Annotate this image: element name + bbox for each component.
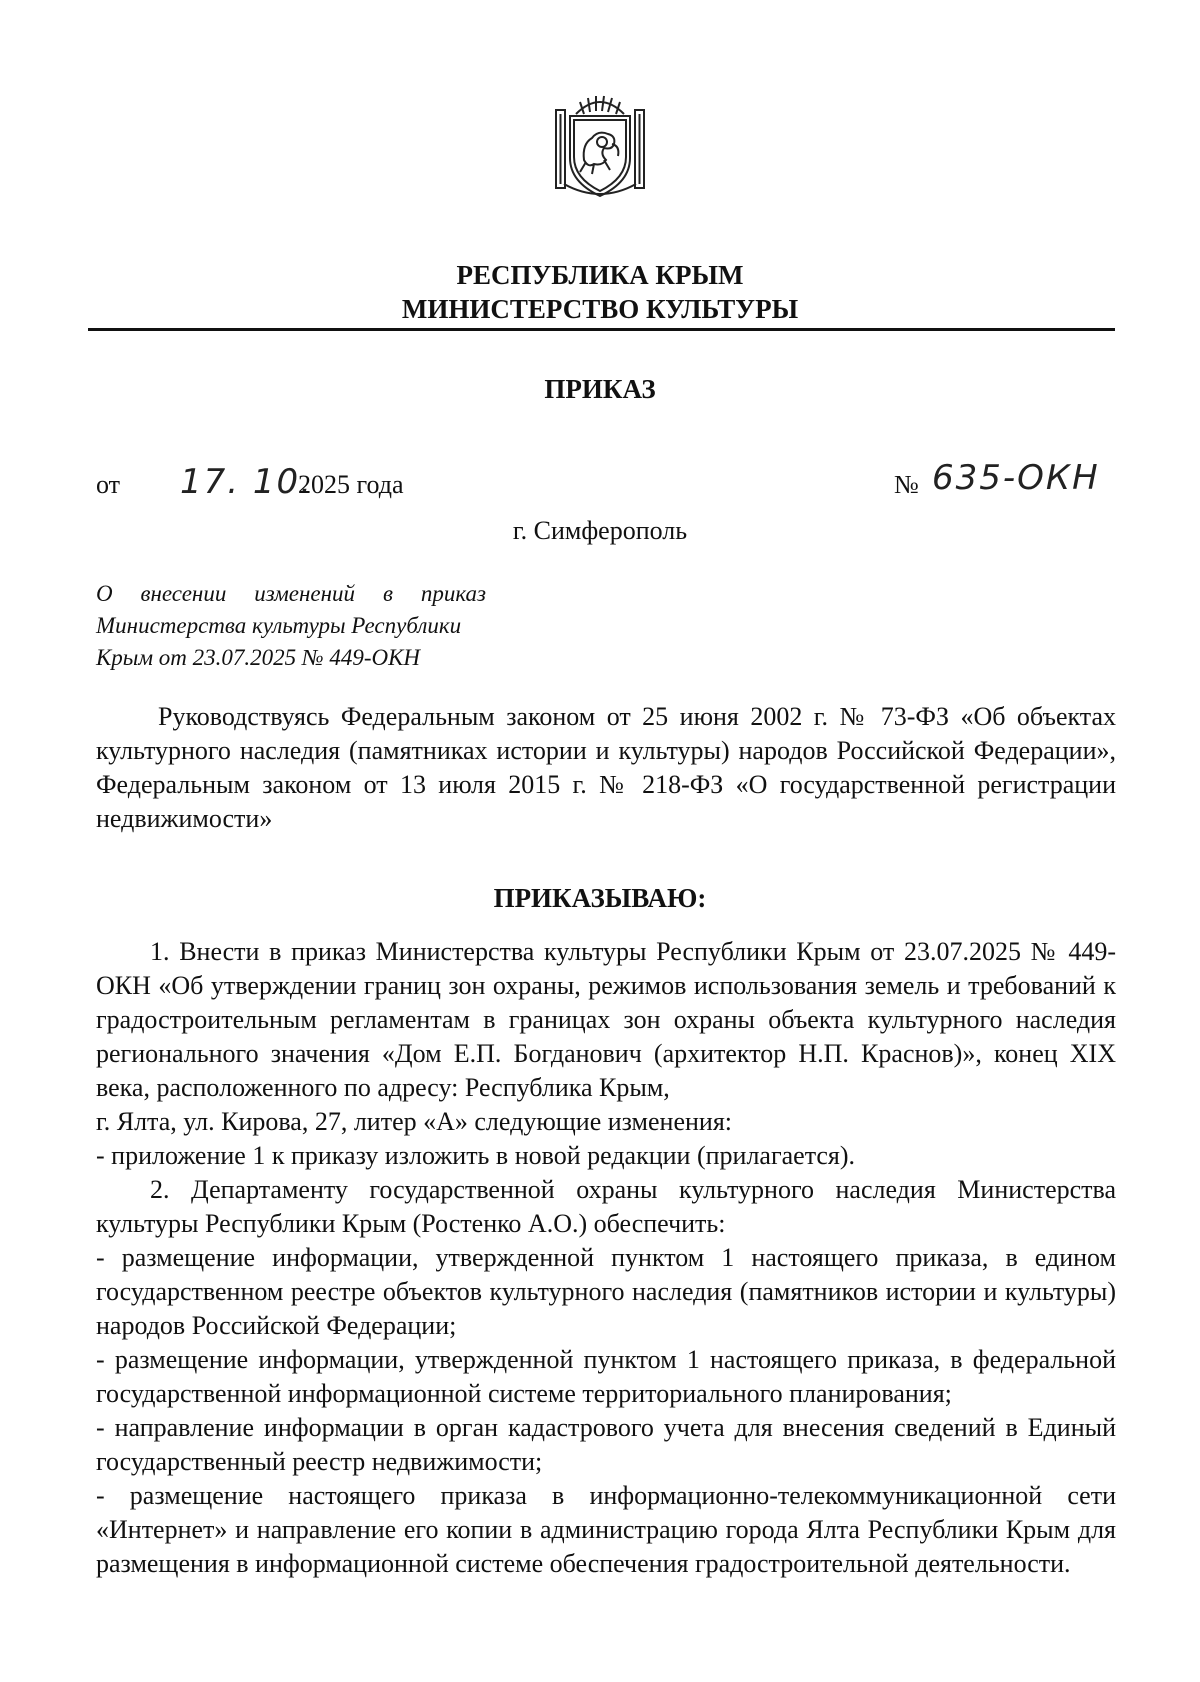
item-2-task: - размещение информации, утвержденной пунктом 1 настоящего приказа, в едином государственном реестре объектов культурного наследия (памятников истории и культуры) народов Российской Федерации; — [96, 1243, 1116, 1340]
subject-line: О внесении изменений в приказ — [96, 581, 486, 606]
year-text: 2025 года — [298, 470, 404, 499]
number-sign: № — [894, 470, 919, 499]
city-label: г. Симферополь — [512, 516, 688, 545]
order-items — [96, 935, 1116, 1581]
handwritten-date: 17. 10. — [180, 462, 313, 502]
order-subject — [96, 578, 486, 674]
item-1-change: - приложение 1 к приказу изложить в новой редакции (прилагается). — [96, 1141, 856, 1170]
item-1: 1. Внести в приказ Министерства культуры Республики Крым от 23.07.2025 № 449-ОКН «Об утверждении границ зон охраны, режимов использования земель и требований к градостроительным регламентам в границах зон охраны объекта культурного наследия регионального значения «Дом Е.П. Богданович (архитектор Н.П. Краснов)», конец XIX века, расположенного по адресу: Республика Крым, — [96, 937, 1116, 1102]
order-heading: ПРИКАЗЫВАЮ: — [493, 883, 707, 913]
header-divider — [88, 328, 1115, 331]
document-title: ПРИКАЗ — [544, 374, 656, 404]
header-ministry: МИНИСТЕРСТВО КУЛЬТУРЫ — [401, 294, 799, 324]
item-2-task: - размещение информации, утвержденной пунктом 1 настоящего приказа, в федеральной государственной информационной системе территориального планирования; — [96, 1345, 1116, 1408]
crimea-coat-of-arms-emblem — [546, 92, 654, 204]
subject-line: Министерства культуры Республики — [96, 613, 462, 638]
handwritten-number: 635-ОКН — [932, 458, 1100, 498]
item-1-address: г. Ялта, ул. Кирова, 27, литер «А» следующие изменения: — [96, 1107, 733, 1136]
from-label: от — [96, 470, 121, 499]
item-2: 2. Департаменту государственной охраны культурного наследия Министерства культуры Республики Крым (Ростенко А.О.) обеспечить: — [96, 1175, 1116, 1238]
header-republic: РЕСПУБЛИКА КРЫМ — [456, 260, 744, 290]
subject-line: Крым от 23.07.2025 № 449-ОКН — [96, 645, 420, 670]
item-2-task: - размещение настоящего приказа в информационно-телекоммуникационной сети «Интернет» и направление его копии в администрацию города Ялта Республики Крым для размещения в информационной системе обеспечения градостроительной деятельности. — [96, 1481, 1116, 1578]
item-2-task: - направление информации в орган кадастрового учета для внесения сведений в Единый государственный реестр недвижимости; — [96, 1413, 1116, 1476]
legal-basis-paragraph: Руководствуясь Федеральным законом от 25 июня 2002 г. № 73-ФЗ «Об объектах культурного наследия (памятниках истории и культуры) народов Российской Федерации», Федеральным законом от 13 июля 2015 г. № 218-ФЗ «О государственной регистрации недвижимости» — [96, 702, 1116, 833]
